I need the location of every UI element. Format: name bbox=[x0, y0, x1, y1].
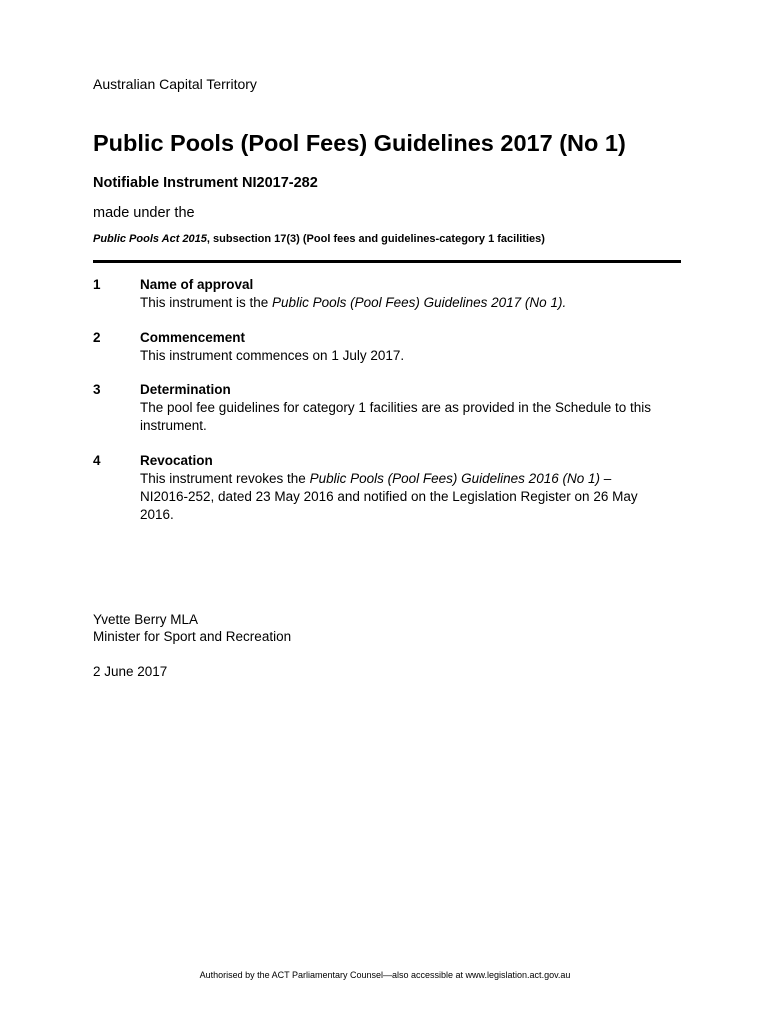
section-name-of-approval bbox=[93, 276, 683, 312]
section-body bbox=[140, 470, 645, 524]
instrument-citation: Public Pools (Pool Fees) Guidelines 2017 (No 1). bbox=[272, 295, 567, 310]
section-number: 4 bbox=[93, 453, 101, 468]
section-heading: Name of approval bbox=[140, 277, 254, 292]
section-body bbox=[140, 294, 683, 312]
section-heading: Determination bbox=[140, 382, 231, 397]
section-body-text: This instrument is the bbox=[140, 295, 273, 310]
signatory-role: Minister for Sport and Recreation bbox=[93, 629, 292, 644]
section-body-text: This instrument revokes the bbox=[140, 471, 310, 486]
jurisdiction-label: Australian Capital Territory bbox=[93, 76, 257, 92]
section-number: 2 bbox=[93, 330, 101, 345]
section-revocation bbox=[93, 452, 683, 524]
instrument-citation: Public Pools (Pool Fees) Guidelines 2016 (No 1) bbox=[309, 471, 600, 486]
made-under-label: made under the bbox=[93, 205, 195, 221]
page-footer: Authorised by the ACT Parliamentary Counsel—also accessible at www.legislation.act.gov.au bbox=[199, 970, 571, 980]
section-determination bbox=[93, 381, 683, 435]
enabling-provision: , subsection 17(3) (Pool fees and guidelines-category 1 facilities) bbox=[206, 233, 545, 245]
signature-date: 2 June 2017 bbox=[93, 664, 168, 679]
section-body-text-end: – NI2016-252, dated 23 May 2016 and notified on the Legislation Register on 26 May 2016. bbox=[140, 471, 638, 522]
header-divider bbox=[93, 260, 681, 263]
section-body: The pool fee guidelines for category 1 facilities are as provided in the Schedule to this instrument. bbox=[140, 400, 652, 433]
enabling-legislation bbox=[93, 233, 545, 245]
enabling-act-name: Public Pools Act 2015 bbox=[93, 233, 207, 245]
section-heading: Commencement bbox=[140, 330, 246, 345]
section-body: This instrument commences on 1 July 2017. bbox=[140, 348, 405, 363]
section-number: 1 bbox=[93, 277, 101, 292]
document-title: Public Pools (Pool Fees) Guidelines 2017 (No 1) bbox=[93, 130, 626, 156]
instrument-number: Notifiable Instrument NI2017-282 bbox=[93, 175, 318, 191]
section-commencement bbox=[93, 329, 683, 365]
section-number: 3 bbox=[93, 382, 101, 397]
section-heading: Revocation bbox=[140, 453, 213, 468]
signatory-name: Yvette Berry MLA bbox=[93, 612, 199, 627]
